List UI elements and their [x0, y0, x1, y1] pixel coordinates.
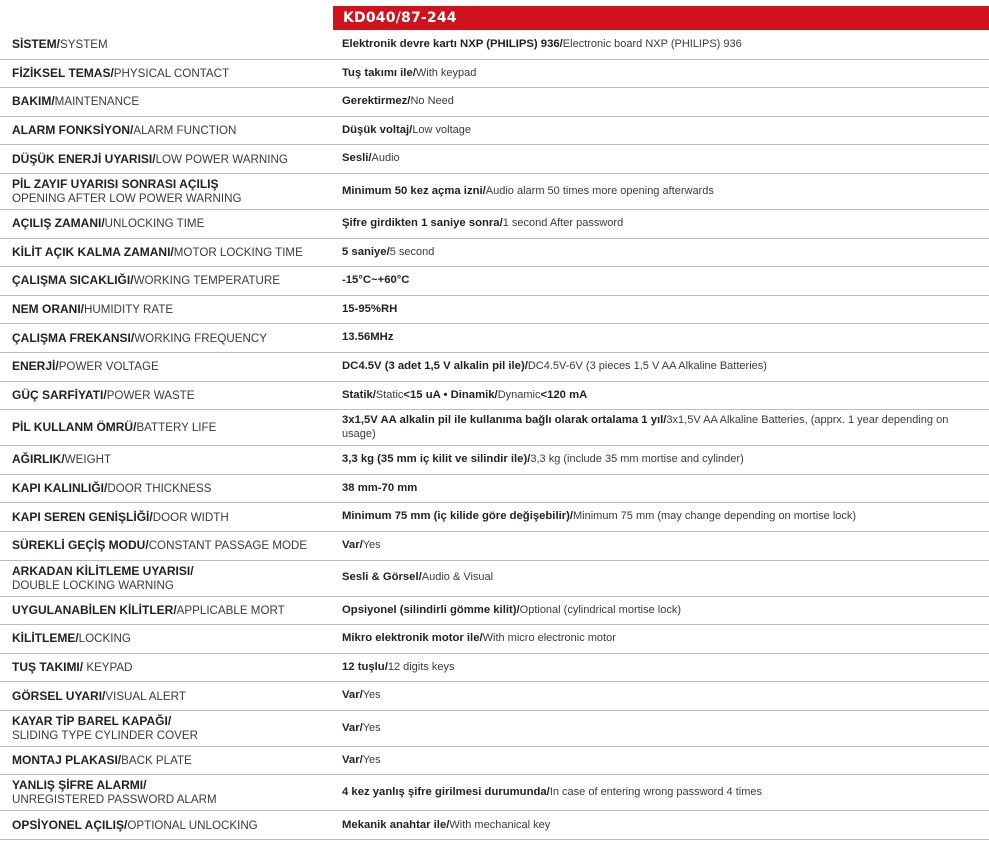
model-header-band: [333, 6, 989, 30]
spec-label-tr: UYGULANABİLEN KİLİTLER/: [12, 602, 177, 617]
spec-value: [333, 786, 989, 800]
spec-value-tr: Opsiyonel (silindirli gömme kilit)/: [342, 603, 520, 616]
spec-row: [0, 475, 989, 504]
spec-value: [333, 67, 989, 81]
spec-value-tr: Var/: [342, 689, 363, 702]
spec-value-en: Yes: [362, 538, 381, 551]
spec-label-tr: ENERJİ/: [12, 359, 59, 374]
spec-row: [0, 682, 989, 711]
spec-label-en: POWER VOLTAGE: [58, 360, 159, 374]
spec-label: [0, 302, 333, 317]
spec-value-en: 5 second: [389, 245, 435, 258]
spec-label: [0, 331, 333, 346]
spec-value: [333, 453, 989, 467]
spec-label-en: LOW POWER WARNING: [155, 152, 288, 166]
spec-value-tr: -15°C~+60°C: [342, 274, 410, 287]
spec-label: [0, 753, 333, 768]
spec-label-tr: DÜŞÜK ENERJİ UYARISI/: [12, 151, 156, 166]
spec-row: [0, 210, 989, 239]
spec-label-en: BATTERY LIFE: [136, 421, 217, 435]
spec-value: [333, 389, 989, 403]
spec-value-tr: Var/: [342, 753, 363, 766]
spec-value-en: In case of entering wrong password 4 times: [549, 786, 762, 799]
spec-label-tr: OPSİYONEL AÇILIŞ/: [12, 817, 128, 832]
spec-value-en: With mechanical key: [449, 818, 551, 831]
spec-label-tr: PİL ZAYIF UYARISI SONRASI AÇILIŞ: [12, 176, 219, 191]
spec-label: [0, 510, 333, 525]
spec-value: [333, 124, 989, 138]
spec-value-en: 3,3 kg (include 35 mm mortise and cylinder): [530, 453, 744, 466]
spec-label-en: WORKING TEMPERATURE: [133, 274, 280, 288]
spec-value-tr: Mekanik anahtar ile/: [342, 818, 450, 831]
spec-label-tr: MONTAJ PLAKASI/: [12, 753, 122, 768]
spec-row: [0, 353, 989, 382]
spec-label-en: APPLICABLE MORT: [176, 603, 285, 617]
spec-value-tr: Sesli & Görsel/: [342, 571, 422, 584]
spec-value: [333, 414, 989, 441]
spec-value-en: Audio & Visual: [421, 571, 494, 584]
spec-label-tr: KAYAR TİP BAREL KAPAĞI/: [12, 713, 172, 728]
spec-label-en: CONSTANT PASSAGE MODE: [148, 539, 308, 553]
spec-row: [0, 811, 989, 840]
spec-label-en: OPTIONAL UNLOCKING: [127, 818, 258, 832]
spec-value-en: DC4.5V-6V (3 pieces 1,5 V AA Alkaline Batteries): [527, 359, 767, 372]
spec-label: [0, 660, 333, 675]
spec-value-tr: Minimum 50 kez açma izni/: [342, 184, 486, 197]
spec-row: [0, 60, 989, 89]
spec-label-en: MAINTENANCE: [54, 95, 140, 109]
spec-value: [333, 539, 989, 553]
spec-label: [0, 245, 333, 260]
spec-value: [333, 510, 989, 524]
spec-label-tr: FİZİKSEL TEMAS/: [12, 65, 114, 80]
spec-label-tr: ARKADAN KİLİTLEME UYARISI/: [12, 563, 194, 578]
spec-value-part: <120 mA: [540, 388, 588, 401]
spec-label-en: DOOR WIDTH: [152, 510, 229, 524]
spec-value: [333, 661, 989, 675]
spec-label: [0, 631, 333, 646]
spec-label: [0, 603, 333, 618]
spec-row: [0, 747, 989, 776]
spec-row: [0, 775, 989, 811]
spec-value-en: With micro electronic motor: [482, 632, 616, 645]
spec-row: [0, 267, 989, 296]
spec-label: [0, 420, 333, 435]
spec-value-tr: Şifre girdikten 1 saniye sonra/: [342, 217, 503, 230]
spec-label: [0, 216, 333, 231]
spec-label: [0, 564, 333, 593]
spec-value-en: Audio alarm 50 times more opening afterwards: [485, 184, 714, 197]
spec-value-en: Low voltage: [412, 123, 472, 136]
spec-label-tr: ALARM FONKSİYON/: [12, 123, 134, 138]
spec-row: [0, 117, 989, 146]
spec-table: [0, 31, 989, 840]
spec-label-en: SLIDING TYPE CYLINDER COVER: [12, 728, 198, 742]
spec-value-en: Audio: [371, 152, 400, 165]
spec-label-tr: KAPI KALINLIĞI/: [12, 481, 108, 496]
spec-value: [333, 303, 989, 317]
spec-label-tr: AÇILIŞ ZAMANI/: [12, 216, 105, 231]
spec-row: [0, 503, 989, 532]
spec-row: [0, 145, 989, 174]
spec-label-tr: KAPI SEREN GENİŞLİĞİ/: [12, 509, 153, 524]
spec-label-en: ALARM FUNCTION: [133, 124, 237, 138]
spec-label-en: SYSTEM: [60, 38, 108, 52]
spec-label: [0, 273, 333, 288]
spec-row: [0, 654, 989, 683]
spec-row: [0, 446, 989, 475]
spec-value-en: Yes: [362, 689, 381, 702]
spec-row: [0, 296, 989, 325]
spec-value-en: Electronic board NXP (PHILIPS) 936: [562, 38, 742, 51]
spec-value-tr: Tuş takımı ile/: [342, 66, 416, 79]
spec-label-tr: TUŞ TAKIMI/: [12, 659, 84, 674]
spec-row: [0, 711, 989, 747]
spec-value-tr: 12 tuşlu/: [342, 660, 388, 673]
spec-value-tr: Var/: [342, 721, 363, 734]
spec-label-tr: NEM ORANI/: [12, 302, 84, 317]
spec-label: [0, 94, 333, 109]
spec-value: [333, 722, 989, 736]
spec-value: [333, 689, 989, 703]
spec-value-en: Optional (cylindrical mortise lock): [519, 603, 682, 616]
spec-label-en: KEYPAD: [83, 660, 133, 674]
spec-label-tr: ÇALIŞMA FREKANSI/: [12, 330, 135, 345]
spec-value: [333, 360, 989, 374]
spec-value-en: 3x1,5V AA Alkaline Batteries, (apprx. 1 year depending on usage): [342, 414, 949, 440]
spec-value-tr: Sesli/: [342, 152, 372, 165]
model-code: KD040/87-244: [343, 10, 457, 26]
spec-value-tr: Minimum 75 mm (iç kilide göre değişebilir)/: [342, 510, 574, 523]
spec-label-en: MOTOR LOCKING TIME: [173, 245, 303, 259]
spec-value-part: Dynamic: [497, 388, 541, 401]
spec-value: [333, 482, 989, 496]
spec-value: [333, 152, 989, 166]
spec-label-en: WORKING FREQUENCY: [134, 331, 267, 345]
spec-row: [0, 597, 989, 626]
spec-value: [333, 185, 989, 199]
spec-value: [333, 246, 989, 260]
spec-value-tr: 3,3 kg (35 mm iç kilit ve silindir ile)/: [342, 453, 531, 466]
spec-row: [0, 239, 989, 268]
spec-row: [0, 382, 989, 411]
spec-row: [0, 324, 989, 353]
spec-value-tr: Mikro elektronik motor ile/: [342, 632, 483, 645]
spec-row: [0, 88, 989, 117]
spec-label-en: WEIGHT: [64, 453, 112, 467]
spec-label-tr: SÜREKLİ GEÇİŞ MODU/: [12, 538, 149, 553]
spec-value-en: Yes: [362, 721, 381, 734]
spec-row: [0, 625, 989, 654]
spec-value: [333, 571, 989, 585]
spec-label-tr: KİLİTLEME/: [12, 631, 79, 646]
spec-value-tr: 3x1,5V AA alkalin pil ile kullanıma bağlı olarak ortalama 1 yıl/: [342, 414, 667, 427]
spec-value-tr: Düşük voltaj/: [342, 123, 413, 136]
spec-label-en: UNLOCKING TIME: [104, 217, 205, 231]
spec-value: [333, 632, 989, 646]
spec-label-tr: GÖRSEL UYARI/: [12, 688, 106, 703]
spec-value-tr: 5 saniye/: [342, 245, 390, 258]
spec-label-en: VISUAL ALERT: [105, 689, 186, 703]
spec-label-tr: KİLİT AÇIK KALMA ZAMANI/: [12, 244, 174, 259]
spec-value-tr: 13.56MHz: [342, 331, 394, 344]
spec-label: [0, 123, 333, 138]
spec-value-tr: Var/: [342, 538, 363, 551]
spec-value: [333, 604, 989, 618]
spec-value-part: <15 uA • Dinamik/: [403, 388, 498, 401]
spec-label-en: BACK PLATE: [121, 754, 192, 768]
spec-label: [0, 818, 333, 833]
spec-label-en: OPENING AFTER LOW POWER WARNING: [12, 191, 242, 205]
spec-label: [0, 538, 333, 553]
spec-label: [0, 452, 333, 467]
spec-label-tr: AĞIRLIK/: [12, 452, 65, 467]
spec-value-part: Static: [375, 388, 404, 401]
spec-row: [0, 31, 989, 60]
spec-row: [0, 410, 989, 446]
spec-label-tr: GÜÇ SARFİYATI/: [12, 387, 107, 402]
spec-value-tr: 15-95%RH: [342, 302, 398, 315]
spec-label-tr: BAKIM/: [12, 94, 55, 109]
spec-value: [333, 95, 989, 109]
spec-label-tr: ÇALIŞMA SICAKLIĞI/: [12, 273, 134, 288]
spec-label-en: UNREGISTERED PASSWORD ALARM: [12, 793, 217, 807]
spec-label-en: LOCKING: [78, 632, 131, 646]
spec-value-tr: DC4.5V (3 adet 1,5 V alkalin pil ile)/: [342, 359, 528, 372]
spec-value-en: No Need: [410, 95, 454, 108]
spec-row: [0, 561, 989, 597]
spec-label-en: HUMIDITY RATE: [84, 303, 174, 317]
spec-value: [333, 217, 989, 231]
spec-label: [0, 152, 333, 167]
spec-label: [0, 66, 333, 81]
spec-value: [333, 38, 989, 52]
spec-label: [0, 481, 333, 496]
spec-label-en: DOUBLE LOCKING WARNING: [12, 578, 174, 592]
spec-label: [0, 714, 333, 743]
spec-label: [0, 37, 333, 52]
spec-label: [0, 359, 333, 374]
spec-value-en: 1 second After password: [502, 217, 624, 230]
spec-value-tr: 4 kez yanlış şifre girilmesi durumunda/: [342, 786, 550, 799]
spec-label-en: PHYSICAL CONTACT: [113, 66, 230, 80]
spec-value-en: Minimum 75 mm (may change depending on mortise lock): [573, 510, 857, 523]
spec-value: [333, 331, 989, 345]
spec-row: [0, 532, 989, 561]
spec-value-en: 12 digits keys: [387, 660, 455, 673]
spec-row: [0, 174, 989, 210]
spec-label-tr: YANLIŞ ŞİFRE ALARMI/: [12, 778, 147, 793]
spec-value-tr: Gerektirmez/: [342, 95, 411, 108]
spec-label-tr: SİSTEM/: [12, 37, 61, 52]
spec-value: [333, 274, 989, 288]
spec-label-en: POWER WASTE: [106, 388, 195, 402]
spec-label: [0, 689, 333, 704]
spec-value-tr: 38 mm-70 mm: [342, 481, 418, 494]
spec-value-en: With keypad: [415, 66, 477, 79]
spec-label-en: DOOR THICKNESS: [107, 482, 212, 496]
spec-label: [0, 177, 333, 206]
spec-value: [333, 819, 989, 833]
spec-value-part: Statik/: [342, 388, 376, 401]
spec-value-tr: Elektronik devre kartı NXP (PHILIPS) 936/: [342, 38, 563, 51]
spec-label: [0, 778, 333, 807]
spec-value: [333, 754, 989, 768]
spec-value-en: Yes: [362, 753, 381, 766]
spec-label: [0, 388, 333, 403]
spec-label-tr: PİL KULLANM ÖMRÜ/: [12, 420, 137, 435]
